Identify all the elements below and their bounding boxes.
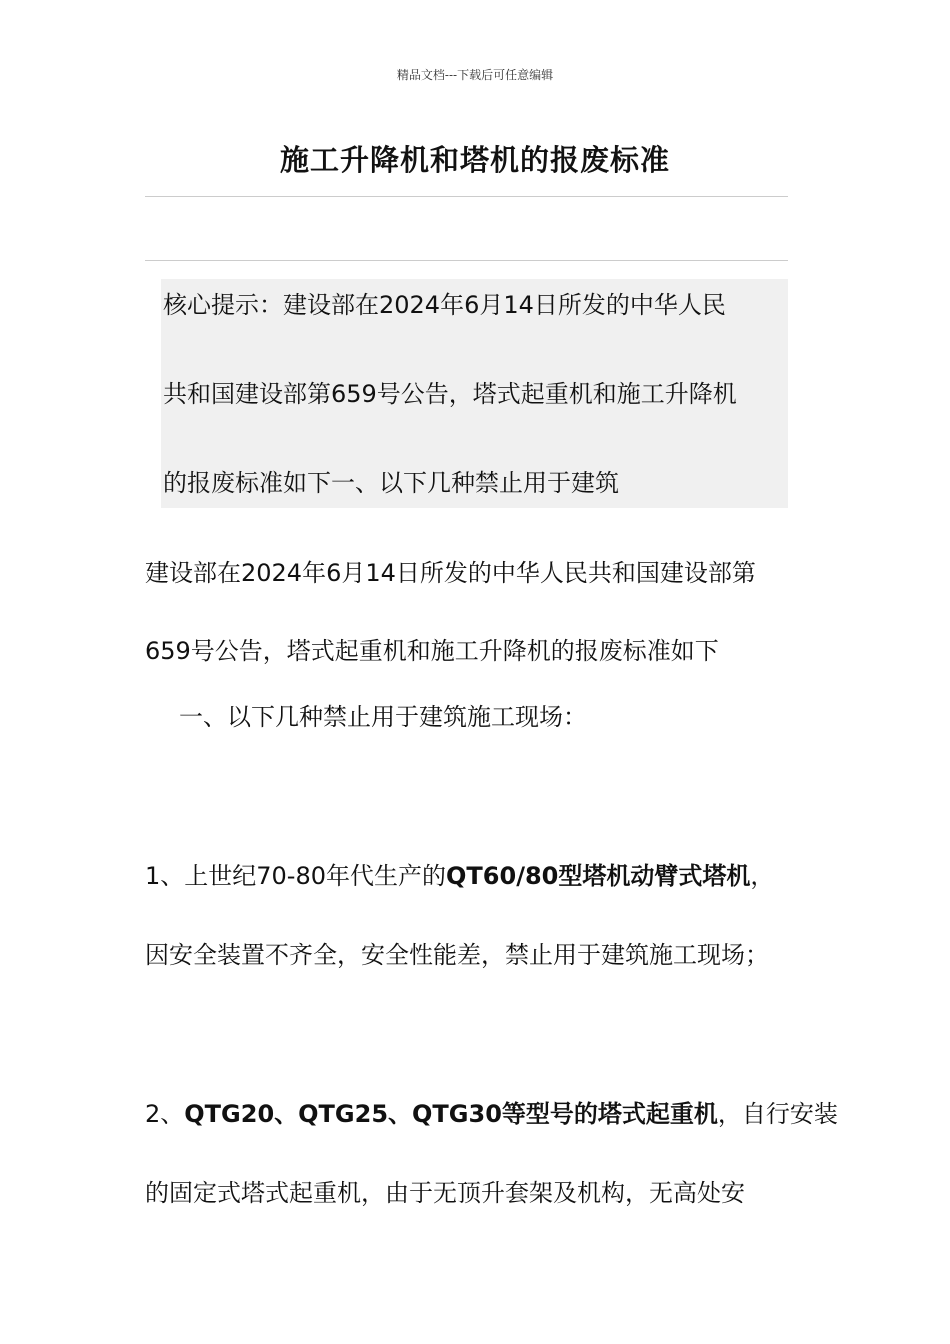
item-1-line-2: 因安全装置不齐全，安全性能差，禁止用于建筑施工现场； [145, 941, 769, 969]
item-2-bold-text: QTG20、QTG25、QTG30等型号的塔式起重机 [184, 1100, 718, 1128]
item-1-suffix: ， [750, 862, 775, 890]
summary-line-1: 核心提示：建设部在2024年6月14日所发的中华人民 [163, 291, 726, 319]
item-1-prefix: 1、上世纪70-80年代生产的 [145, 862, 447, 890]
divider-bottom [145, 260, 788, 261]
item-2-line-1 [145, 1099, 838, 1129]
item-1-line-1 [145, 861, 774, 891]
intro-line-1: 建设部在2024年6月14日所发的中华人民共和国建设部第 [145, 559, 756, 587]
item-2-suffix: ，自行安装 [717, 1100, 838, 1128]
item-2-prefix: 2、 [145, 1100, 185, 1128]
header-note: 精品文档---下载后可任意编辑 [396, 68, 554, 82]
item-1-bold-text: QT60/80型塔机动臂式塔机 [446, 862, 751, 890]
item-2-line-2: 的固定式塔式起重机，由于无顶升套架及机构，无高处安 [145, 1179, 745, 1207]
document-title: 施工升降机和塔机的报废标准 [279, 143, 670, 177]
summary-box [161, 279, 788, 508]
summary-line-2: 共和国建设部第659号公告，塔式起重机和施工升降机 [163, 380, 737, 408]
summary-line-3: 的报废标准如下一、以下几种禁止用于建筑 [163, 469, 619, 497]
divider-top [145, 196, 788, 197]
section-1-heading: 一、以下几种禁止用于建筑施工现场： [179, 703, 587, 731]
intro-line-2: 659号公告，塔式起重机和施工升降机的报废标准如下 [145, 637, 719, 665]
